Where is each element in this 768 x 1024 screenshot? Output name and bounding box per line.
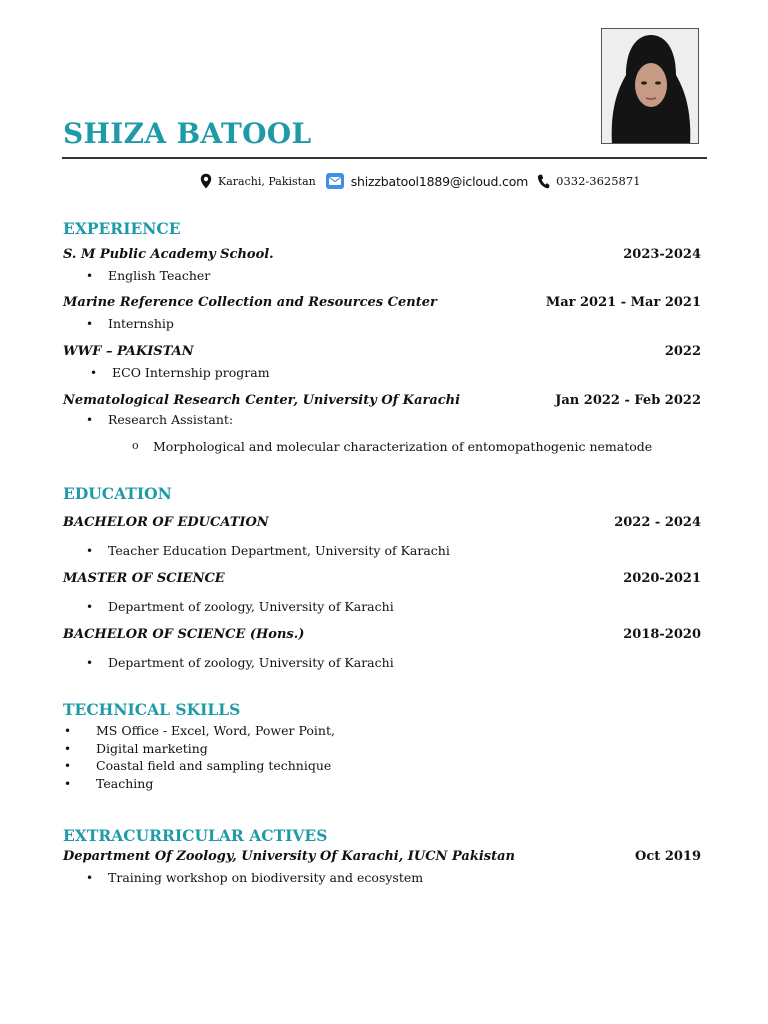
- education-degree: BACHELOR OF SCIENCE (Hons.): [63, 627, 305, 642]
- candidate-name: SHIZA BATOOL: [63, 117, 312, 150]
- header-divider: [62, 157, 707, 159]
- extracurricular-date: Oct 2019: [635, 849, 701, 864]
- education-degree: MASTER OF SCIENCE: [63, 571, 225, 586]
- education-date: 2018-2020: [623, 627, 701, 642]
- experience-org: Nematological Research Center, University Of Karachi: [63, 393, 461, 408]
- education-bullet: • Department of zoology, University of Karachi: [108, 654, 394, 672]
- experience-date: Mar 2021 - Mar 2021: [545, 295, 701, 310]
- skill-item: • Digital marketing: [96, 740, 208, 758]
- contact-location: [200, 173, 316, 189]
- experience-date: 2023-2024: [623, 247, 701, 262]
- education-degree: BACHELOR OF EDUCATION: [63, 515, 269, 530]
- location-text: Karachi, Pakistan: [218, 174, 316, 188]
- section-heading-extracurricular: EXTRACURRICULAR ACTIVES: [63, 826, 328, 845]
- education-bullet: • Department of zoology, University of Karachi: [108, 598, 394, 616]
- education-date: 2022 - 2024: [614, 515, 701, 530]
- profile-photo: [601, 28, 699, 144]
- experience-org: S. M Public Academy School.: [63, 247, 274, 262]
- experience-bullet: • English Teacher: [108, 267, 210, 285]
- experience-date: 2022: [664, 344, 701, 359]
- education-bullet: • Teacher Education Department, University of Karachi: [108, 542, 450, 560]
- experience-org: WWF – PAKISTAN: [63, 344, 194, 359]
- extracurricular-bullet: • Training workshop on biodiversity and ecosystem: [108, 869, 423, 887]
- experience-date: Jan 2022 - Feb 2022: [555, 393, 701, 408]
- experience-org: Marine Reference Collection and Resources Center: [63, 295, 437, 310]
- phone-icon: [537, 174, 550, 189]
- skill-item: • Teaching: [96, 775, 153, 793]
- experience-sub-bullet: o Morphological and molecular characterization of entomopathogenic nematode: [153, 438, 652, 456]
- location-pin-icon: [200, 173, 212, 189]
- experience-bullet: • Internship: [108, 315, 174, 333]
- contact-phone: [537, 174, 640, 189]
- email-icon: [326, 173, 344, 189]
- experience-bullet: • Research Assistant:: [108, 411, 233, 429]
- section-heading-education: EDUCATION: [63, 484, 172, 503]
- phone-text: 0332-3625871: [556, 174, 641, 188]
- section-heading-skills: TECHNICAL SKILLS: [63, 700, 241, 719]
- education-date: 2020-2021: [623, 571, 701, 586]
- skill-item: • MS Office - Excel, Word, Power Point,: [96, 722, 335, 740]
- contact-bar: [200, 170, 641, 192]
- portrait-illustration: [602, 29, 699, 144]
- section-heading-experience: EXPERIENCE: [63, 219, 181, 238]
- experience-bullet: • ECO Internship program: [112, 364, 270, 382]
- email-link[interactable]: shizzbatool1889@icloud.com: [350, 173, 529, 189]
- skill-item: • Coastal field and sampling technique: [96, 757, 331, 775]
- contact-email[interactable]: [326, 173, 528, 189]
- extracurricular-org: Department Of Zoology, University Of Karachi, IUCN Pakistan: [63, 849, 515, 864]
